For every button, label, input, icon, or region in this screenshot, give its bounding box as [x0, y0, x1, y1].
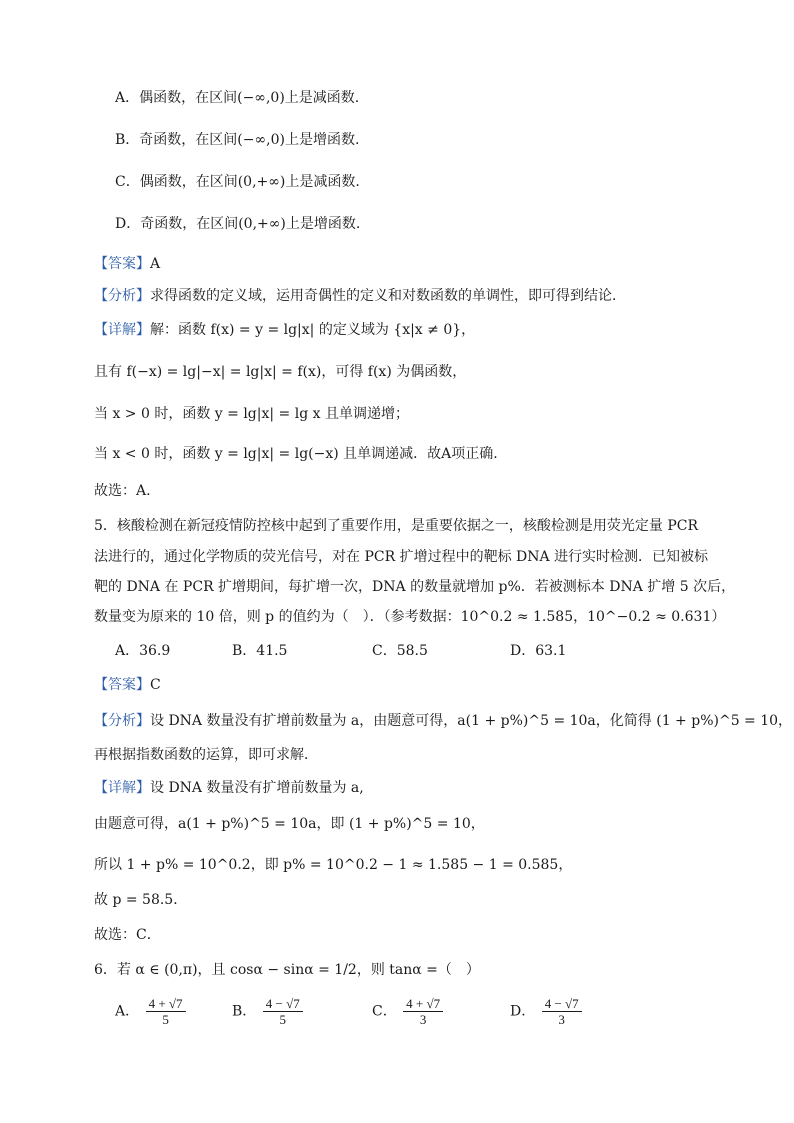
answer-tag: 【答案】 — [94, 256, 150, 272]
analysis-tag: 【分析】 — [94, 288, 150, 304]
q4-option-a: A．偶函数，在区间(−∞,0)上是减函数. — [115, 90, 360, 106]
q4-detail-1: 【详解】解：函数 f(x) = y = lg|x| 的定义域为 {x|x ≠ 0}， — [94, 322, 476, 338]
q4-option-c: C．偶函数，在区间(0,+∞)上是减函数. — [115, 174, 360, 190]
q6-option-a: A． $\frac{4 + √7}{5}$ — [115, 996, 188, 1027]
q5-option-d: D．63.1 — [510, 643, 567, 659]
fraction: $\frac{4 + √7}{5}$ — [146, 996, 186, 1027]
fraction: $\frac{4 - √7}{3}$ — [542, 996, 582, 1027]
q4-option-b: B．奇函数，在区间(−∞,0)上是增函数. — [115, 132, 360, 148]
answer-tag: 【答案】 — [94, 677, 150, 693]
q5-option-a: A．36.9 — [115, 643, 171, 659]
q5-stem-2: 法进行的，通过化学物质的荧光信号，对在 PCR 扩增过程中的靶标 DNA 进行实时检测．已知被标 — [94, 549, 709, 565]
fraction: $\frac{4 - √7}{5}$ — [263, 996, 303, 1027]
q5-detail-1: 【详解】设 DNA 数量没有扩增前数量为 a, — [94, 780, 364, 796]
q5-stem-4: 数量变为原来的 10 倍，则 p 的值约为（ ）．（参考数据：10^0.2 ≈ 1.585，10^−0.2 ≈ 0.631） — [94, 609, 726, 625]
q5-option-c: C．58.5 — [372, 643, 428, 659]
q5-detail-4: 故 p = 58.5． — [94, 892, 188, 908]
q4-detail-3: 当 x > 0 时，函数 y = lg|x| = lg x 且单调递增； — [94, 406, 409, 422]
q5-analysis-2: 再根据指数函数的运算，即可求解． — [94, 747, 318, 763]
q5-stem-3: 靶的 DNA 在 PCR 扩增期间，每扩增一次，DNA 的数量就增加 p%．若被测标本 DNA 扩增 5 次后， — [94, 579, 736, 595]
analysis-tag: 【分析】 — [94, 713, 150, 729]
q6-option-b: B． $\frac{4 - √7}{5}$ — [232, 996, 305, 1027]
q5-detail-2: 由题意可得，a(1 + p%)^5 = 10a，即 (1 + p%)^5 = 10， — [94, 816, 485, 832]
q4-choose: 故选：A. — [94, 483, 151, 499]
q5-option-b: B．41.5 — [232, 643, 288, 659]
detail-tag: 【详解】 — [94, 780, 150, 796]
q6-option-c: C． $\frac{4 + √7}{3}$ — [372, 996, 445, 1027]
q4-detail-4: 当 x < 0 时，函数 y = lg|x| = lg(−x) 且单调递减．故A项正确. — [94, 446, 498, 462]
q6-option-d: D． $\frac{4 - √7}{3}$ — [510, 996, 584, 1027]
q5-detail-3: 所以 1 + p% = 10^0.2，即 p% = 10^0.2 − 1 ≈ 1.585 − 1 = 0.585， — [94, 857, 573, 873]
q4-answer: 【答案】A — [94, 256, 161, 272]
q4-option-d: D．奇函数，在区间(0,+∞)上是增函数. — [115, 216, 361, 232]
fraction: $\frac{4 + √7}{3}$ — [403, 996, 443, 1027]
q6-stem: 6．若 α ∈ (0,π)，且 cosα − sinα = 1/2，则 tanα =（ ） — [94, 962, 480, 978]
q4-analysis: 【分析】求得函数的定义域，运用奇偶性的定义和对数函数的单调性，即可得到结论． — [94, 288, 626, 304]
q5-stem-1: 5．核酸检测在新冠疫情防控核中起到了重要作用，是重要依据之一，核酸检测是用荧光定量 PCR — [94, 518, 699, 534]
q5-answer: 【答案】C — [94, 677, 161, 693]
detail-tag: 【详解】 — [94, 322, 150, 338]
q5-choose: 故选：C． — [94, 927, 161, 943]
q4-detail-2: 且有 f(−x) = lg|−x| = lg|x| = f(x)，可得 f(x) 为偶函数， — [94, 364, 467, 380]
q5-analysis-1: 【分析】设 DNA 数量没有扩增前数量为 a，由题意可得，a(1 + p%)^5 = 10a，化简得 (1 + p%)^5 = 10， — [94, 713, 793, 729]
